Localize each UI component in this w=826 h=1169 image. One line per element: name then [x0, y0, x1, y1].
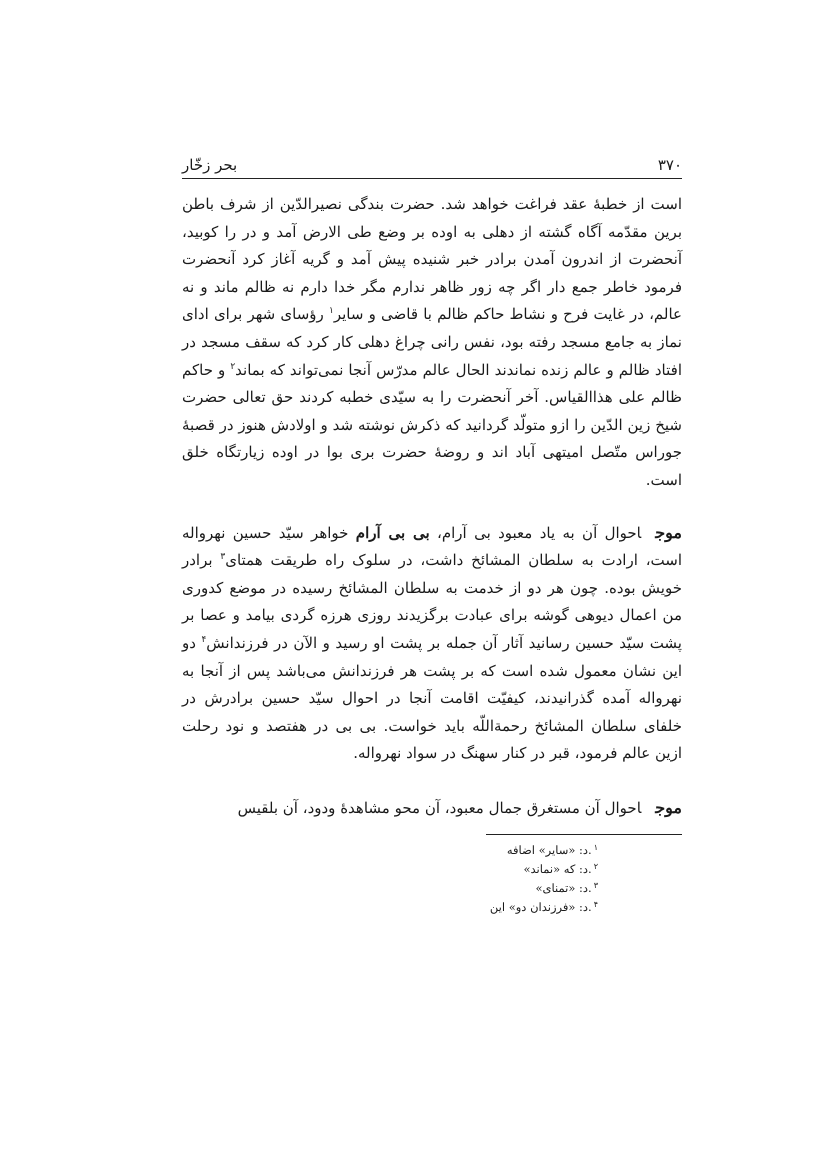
footnote-ref-3[interactable]: ۳ [220, 552, 226, 563]
footnote-text: .د: «سایر» اضافه [506, 843, 592, 858]
paragraph-1-text-b: رؤسای شهر برای ادای نماز به جامع مسجد رفته بود، نفس رانی چراغ دهلی کار کرد که سقف مسجد در افتاد ظالم و عالم زنده نماندند الحال عالم مدرّس آنجا نمی‌تواند که بماند [182, 305, 682, 379]
footnote-item [182, 860, 598, 879]
footnote-text: .د: که «نماند» [523, 862, 592, 877]
paragraph-2-text-a: احوال آن به یاد معبود بی آرام، [429, 523, 642, 542]
paragraph-2 [182, 519, 682, 768]
paragraph-3 [182, 794, 682, 823]
paragraph-2-text-b: خواهر سیّد حسین نهرواله است، ارادت به سلطان المشائخ داشت، در سلوک راه طریقت همتای [182, 523, 682, 570]
bold-name: بی بی آرام [355, 523, 430, 542]
footnote-ref-2[interactable]: ۲ [230, 361, 236, 372]
footnote-ref-4[interactable]: ۴ [201, 634, 207, 645]
footnote-text: .د: «تمنای» [535, 881, 592, 896]
footnote-text: .د: «فرزندان دو» این [489, 900, 592, 915]
footnote-mark: ۱ [593, 842, 598, 852]
footnote-separator [486, 834, 682, 835]
footnote-item [182, 879, 598, 898]
section-heading-mouj: موج [655, 522, 682, 542]
paragraph-1 [182, 191, 682, 495]
running-title: بحر زخّار [182, 156, 238, 174]
paragraph-3-text-a: احوال آن مستغرق جمال معبود، آن محو مشاهدهٔ ودود، آن بلقیس [237, 798, 642, 817]
paragraph-2-text-d: دو این نشان معمول شده است که بر پشت هر فرزندانش می‌باشد پس از آنجا به نهرواله آمده گذرانیدند، کیفیّت اقامت آنجا در احوال سیّد حسین برادرش در خلفای سلطان المشائخ رحمةاللّه باید خواست. بی بی در هفتصد و نود رحلت ازین عالم فرمود، قبر در کنار سهنگ در سواد نهرواله. [182, 633, 682, 763]
book-page [182, 142, 682, 917]
section-heading-mouj: موج [655, 797, 682, 817]
footnote-mark: ۳ [593, 880, 598, 890]
paragraph-1-text-a: است از خطبهٔ عقد فراغت خواهد شد. حضرت بندگی نصیرالدّین از شرف باطن برین مقدّمه آگاه گشته از دهلی به اوده بر وضع طی الارض آمد و در را کوبید، آنحضرت از اندرون آمدن برادر خبر شنیده پیش آمد و گریه آغاز کرد آنحضرت فرمود خاطر جمع دار اگر چه زور ظاهر ندارم مگر خدا دارم نه ظالم ماند و نه عالم، در غایت فرح و نشاط حاکم ظالم با قاضی و سایر [182, 195, 682, 324]
paragraph-1-text-c: و حاکم ظالم علی هذاالقیاس. آخر آنحضرت را به سیّدی خطبه کردند حق تعالی حضرت شیخ زین الدّین را ازو متولّد گردانید که ذکرش نوشته شد و اولادش هنوز در قصبهٔ جوراس متّصل امیتهی آباد اند و روضهٔ حضرت بری بوا در اوده زیارتگاه خلق است. [182, 360, 682, 489]
footnote-item [182, 841, 598, 860]
footnote-item [182, 898, 598, 917]
paragraph-2-text-c: برادر خویش بوده. چون هر دو از خدمت به سلطان المشائخ رسیده در موضع کدوری من اعمال دیوهی گوشه برای عبادت برگزیدند روزی هرزه گردی بیامد و عصا بر پشت سیّد حسین رسانید آثار آن جمله بر پشت او رسید و الآن در فرزندانش [182, 551, 682, 652]
footnotes [182, 841, 682, 917]
running-header [182, 142, 682, 179]
page-number: ۳۷۰ [657, 156, 682, 174]
footnote-mark: ۲ [593, 861, 598, 871]
footnote-ref-1[interactable]: ۱ [328, 306, 334, 317]
footnote-mark: ۴ [593, 899, 598, 909]
